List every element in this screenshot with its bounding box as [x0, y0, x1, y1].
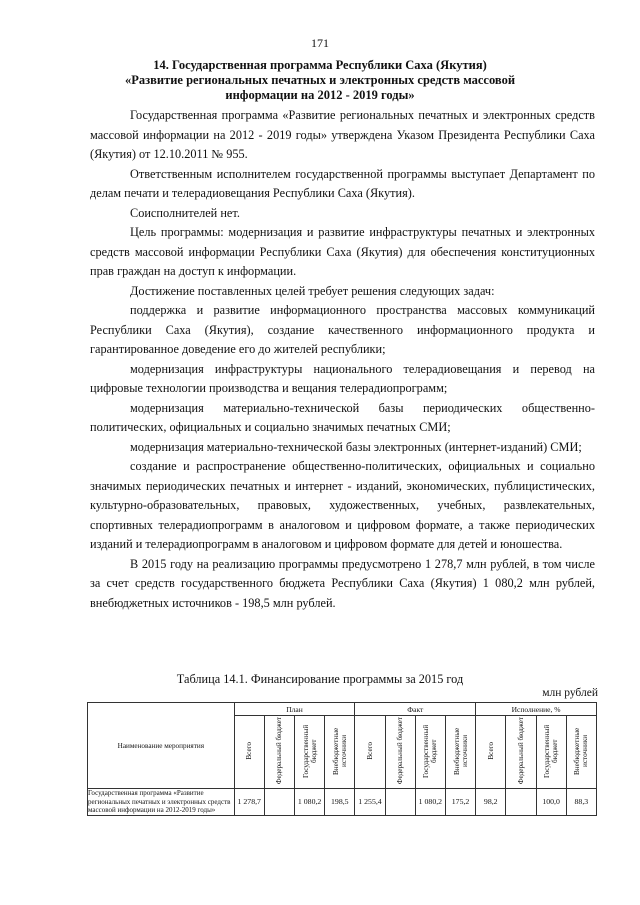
- paragraph: Цель программы: модернизация и развитие инфраструктуры печатных и электронных средств массовой информации Республики Саха (Якутия) для обеспечения конституционных прав граждан на доступ к информации.: [90, 225, 595, 278]
- table-row: [88, 789, 597, 816]
- title-line-1: 14. Государственная программа Республики Саха (Якутия): [153, 58, 487, 72]
- financing-table: [87, 702, 597, 816]
- table-group-header-row: [88, 703, 597, 716]
- column-header: Государственный бюджет: [295, 716, 325, 789]
- column-header: Федеральный бюджет: [506, 716, 536, 789]
- column-header: Государственный бюджет: [536, 716, 566, 789]
- fact-total-cell: 1 255,4: [355, 789, 385, 816]
- column-header: Внебюджетные источники: [325, 716, 355, 789]
- column-header: Всего: [355, 716, 385, 789]
- exec-fed-cell: [506, 789, 536, 816]
- plan-total-cell: 1 278,7: [234, 789, 264, 816]
- body-text: [90, 106, 595, 613]
- paragraph: модернизация материально-технической базы периодических общественно-политических, официальных и социально значимых печатных СМИ;: [90, 400, 595, 434]
- fact-fed-cell: [385, 789, 415, 816]
- column-header: Федеральный бюджет: [264, 716, 294, 789]
- column-header: Внебюджетные источники: [445, 716, 475, 789]
- section-title: [100, 58, 540, 103]
- title-line-3: информации на 2012 - 2019 годы»: [225, 88, 415, 102]
- plan-fed-cell: [264, 789, 294, 816]
- column-header: Федеральный бюджет: [385, 716, 415, 789]
- fact-group-header: Факт: [355, 703, 476, 716]
- exec-total-cell: 98,2: [476, 789, 506, 816]
- column-header: Внебюджетные источники: [566, 716, 596, 789]
- exec-group-header: Исполнение, %: [476, 703, 597, 716]
- column-header: Всего: [234, 716, 264, 789]
- paragraph: модернизация инфраструктуры национального телерадиовещания и перевод на цифровые технологии производства и вещания телерадиопрограмм;: [90, 361, 595, 395]
- column-header: Государственный бюджет: [415, 716, 445, 789]
- paragraph: поддержка и развитие информационного пространства массовых коммуникаций Республики Саха (Якутия), создание качественного информационного продукта и гарантированное доведение его до жителей республики;: [90, 303, 595, 356]
- paragraph: Достижение поставленных целей требует решения следующих задач:: [130, 283, 495, 298]
- paragraph: Государственная программа «Развитие региональных печатных и электронных средств массовой информации на 2012 - 2019 годы» утверждена Указом Президента Республики Саха (Якутия) от 12.10.2011 № 955.: [90, 108, 595, 161]
- exec-extra-cell: 88,3: [566, 789, 596, 816]
- plan-extra-cell: 198,5: [325, 789, 355, 816]
- paragraph: создание и распространение общественно-политических, официальных и социально значимых периодических печатных и интернет - изданий, экономических, публицистических, культурно-образовательных, правовых, художественных, учебных, развлекательных, спортивных телерадиопрограмм в аналоговом и цифровом формате, а также периодических изданий и телерадиопрограмм в аналоговом и цифровом формате для детей и юношества.: [90, 459, 595, 551]
- name-header: Наименование мероприятия: [88, 703, 235, 789]
- table-caption: Таблица 14.1. Финансирование программы за 2015 год: [176, 672, 464, 686]
- paragraph: В 2015 году на реализацию программы предусмотрено 1 278,7 млн рублей, в том числе за счет средств государственного бюджета Республики Саха (Якутия) 1 080,2 млн рублей, внебюджетных источников - 198,5 млн рублей.: [90, 556, 595, 610]
- plan-group-header: План: [234, 703, 355, 716]
- fact-extra-cell: 175,2: [445, 789, 475, 816]
- title-line-2: «Развитие региональных печатных и электронных средств массовой: [124, 73, 516, 87]
- paragraph: модернизация материально-технической базы электронных (интернет-изданий) СМИ;: [130, 439, 582, 454]
- row-name: Государственная программа «Развитие региональных печатных и электронных средств массовой информации на 2012-2019 годы»: [88, 789, 235, 816]
- table-unit: млн рублей: [542, 687, 598, 699]
- column-header: Всего: [476, 716, 506, 789]
- page-number: 171: [311, 36, 329, 50]
- plan-state-cell: 1 080,2: [295, 789, 325, 816]
- fact-state-cell: 1 080,2: [415, 789, 445, 816]
- exec-state-cell: 100,0: [536, 789, 566, 816]
- paragraph: Соисполнителей нет.: [130, 205, 240, 220]
- paragraph: Ответственным исполнителем государственной программы выступает Департамент по делам печати и телерадиовещания Республики Саха (Якутия).: [90, 166, 595, 200]
